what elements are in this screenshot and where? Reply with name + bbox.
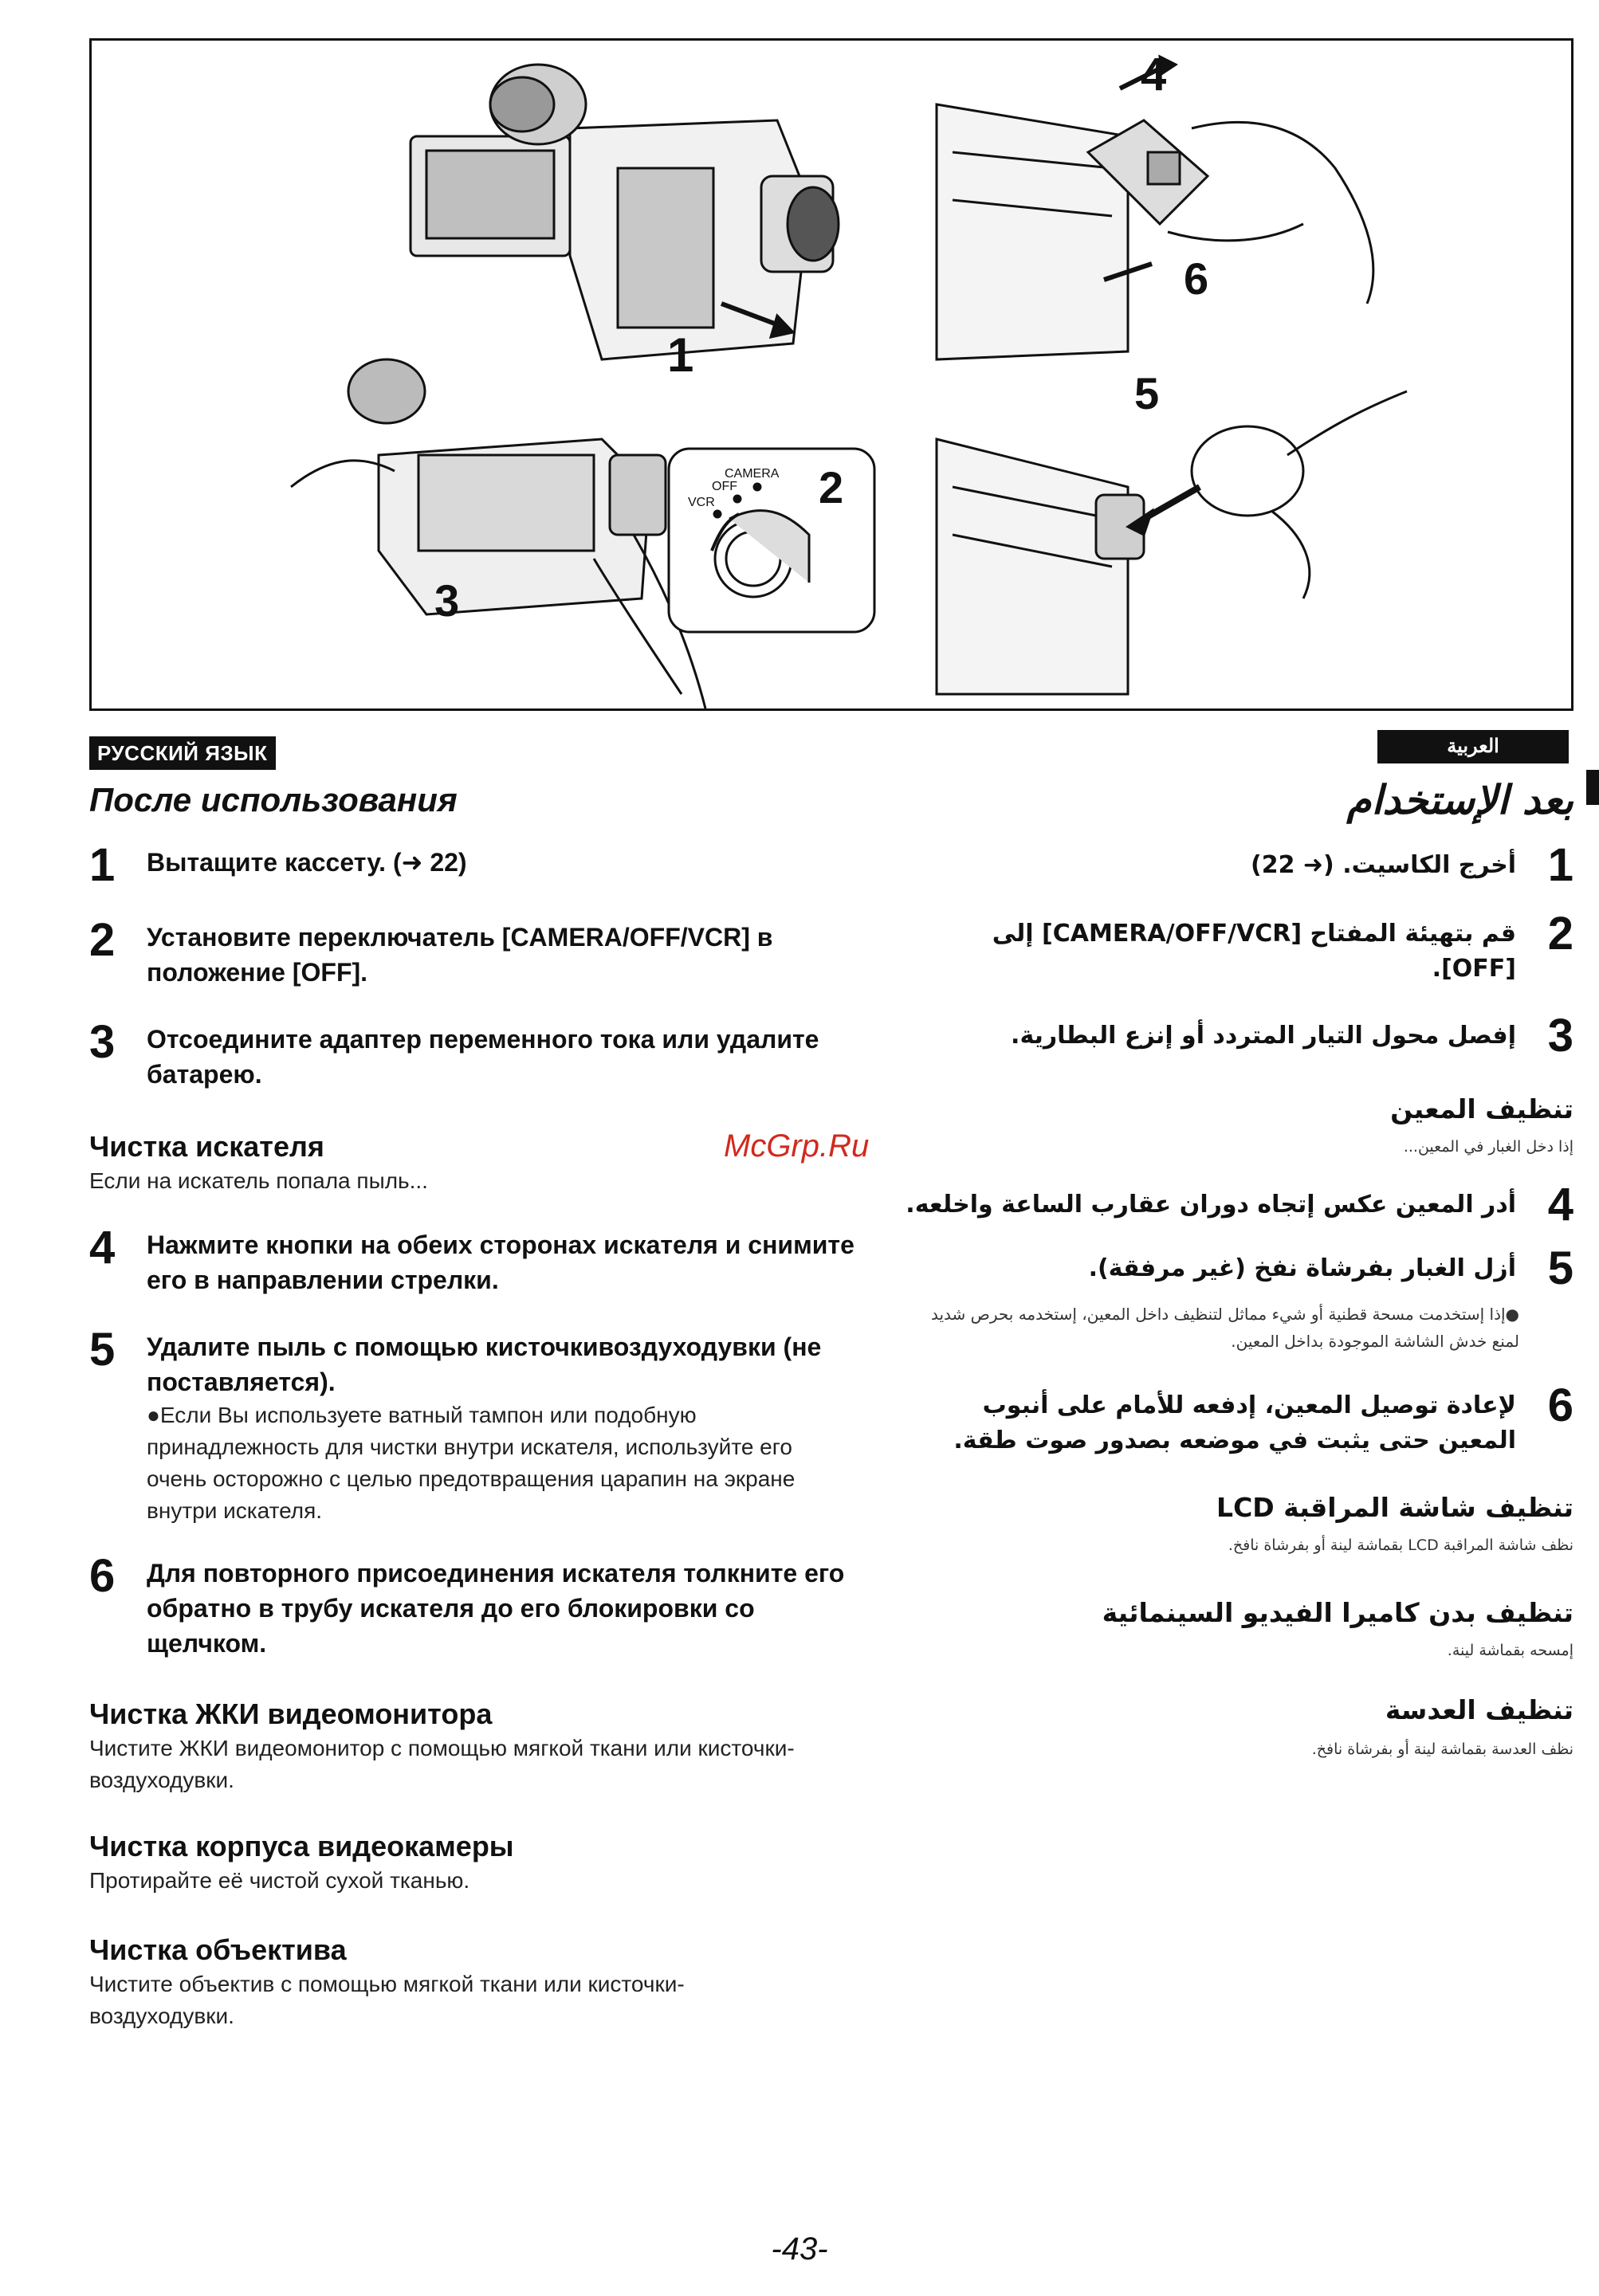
ar-step-text: لإعادة توصيل المعين، إدفعه للأمام على أنبوب المعين حتى يثبت في موضعه بصدور صوت طقة.	[953, 1391, 1516, 1454]
ar-lcd-text: نظف شاشة المراقبة LCD بقماشة لينة أو بفرشاة نافخ.	[1228, 1537, 1573, 1554]
ru-lens-heading: Чистка объектива	[89, 1933, 347, 1966]
ru-lens-text: Чистите объектив с помощью мягкой ткани или кисточки-воздуходувки.	[89, 1972, 685, 2028]
ar-lens-heading: تنظيف العدسة	[1385, 1694, 1573, 1725]
ar-step-text: قم بتهيئة المفتاح [CAMERA/OFF/VCR] إلى [OFF].	[992, 920, 1516, 983]
ru-step-5-note: ●Если Вы используете ватный тампон или подобную принадлежность для чистки внутри искателя, используйте его очень осторожно с целью предотвращения царапин на экране внутри искателя.	[147, 1403, 796, 1523]
figure-label-3: 3	[434, 575, 460, 626]
ar-step-text: أدر المعين عكس إتجاه دوران عقارب الساعة واخلعه.	[906, 1191, 1516, 1219]
ar-step-number: 3	[1547, 1010, 1573, 1062]
ru-step-text: Для повторного присоединения искателя толкните его обратно в трубу искателя до его блокировки со щелчком.	[147, 1559, 845, 1658]
ru-step-number: 3	[89, 1016, 116, 1068]
ar-lens-text: نظف العدسة بقماشة لينة أو بفرشاة نافخ.	[1311, 1741, 1573, 1758]
ru-step-number: 5	[89, 1324, 116, 1376]
ar-step-number: 6	[1547, 1380, 1573, 1431]
ru-step-number: 4	[89, 1222, 116, 1274]
ar-viewfinder-heading: تنظيف المعين	[1390, 1093, 1573, 1124]
ru-step-text: Вытащите кассету. (➜ 22)	[147, 848, 467, 877]
figure-label-2: 2	[819, 462, 844, 512]
ru-step-number: 2	[89, 914, 116, 966]
ru-step-number: 6	[89, 1550, 116, 1602]
arabic-language-badge: العربية	[1377, 730, 1569, 763]
ar-step-text: أخرج الكاسيت. (➜ 22)	[1251, 851, 1516, 879]
ar-step-number: 1	[1547, 839, 1573, 891]
viewfinder-cleaning-drawing	[937, 391, 1407, 694]
camcorder-illustration	[92, 41, 1571, 708]
ru-step-text: Отсоедините адаптер переменного тока или удалите батарею.	[147, 1025, 819, 1089]
ru-lcd-text: Чистите ЖКИ видеомонитор с помощью мягкой ткани или кисточки-воздуходувки.	[89, 1736, 795, 1792]
ar-body-text: إمسحه بقماشة لينة.	[1447, 1642, 1573, 1659]
dial-label-vcr: VCR	[688, 496, 715, 509]
viewfinder-removal-drawing	[937, 57, 1373, 359]
ar-lcd-heading: تنظيف شاشة المراقبة LCD	[1216, 1492, 1573, 1523]
ar-step-number: 4	[1547, 1179, 1573, 1230]
dial-label-camera: CAMERA	[725, 467, 780, 481]
ru-body-text: Протирайте её чистой сухой тканью.	[89, 1868, 470, 1893]
russian-language-badge: РУССКИЙ ЯЗЫК	[89, 736, 276, 770]
figure-label-4: 4	[1141, 49, 1167, 100]
ar-step-text: أزل الغبار بفرشاة نفخ (غير مرفقة).	[1088, 1254, 1516, 1282]
page-edge-marker	[1586, 770, 1599, 805]
russian-section-title: После использования	[89, 781, 458, 818]
arabic-section-title: بعد الإستخدام	[1346, 777, 1573, 823]
page-number: -43-	[771, 2231, 828, 2267]
figure-label-5: 5	[1134, 368, 1160, 418]
ru-step-text: Установите переключатель [CAMERA/OFF/VCR] в положение [OFF].	[147, 923, 773, 987]
ar-viewfinder-text: إذا دخل الغبار في المعين...	[1403, 1138, 1573, 1156]
ar-step-number: 2	[1547, 908, 1573, 960]
figure-label-1: 1	[667, 328, 694, 382]
watermark: McGrp.Ru	[724, 1128, 870, 1164]
dial-label-off: OFF	[712, 480, 737, 493]
ru-lcd-heading: Чистка ЖКИ видеомонитора	[89, 1697, 493, 1730]
figure-label-6: 6	[1184, 253, 1209, 304]
ru-step-text: Нажмите кнопки на обеих сторонах искателя и снимите его в направлении стрелки.	[147, 1230, 855, 1294]
ru-body-heading: Чистка корпуса видеокамеры	[89, 1830, 514, 1862]
ar-step-text: إفصل محول التيار المتردد أو إنزع البطارية.	[1011, 1022, 1516, 1050]
ru-viewfinder-text: Если на искатель попала пыль...	[89, 1168, 428, 1193]
ru-viewfinder-heading: Чистка искателя	[89, 1130, 324, 1163]
ar-step-5-note: ●إذا إستخدمت مسحة قطنية أو شيء مماثل لتنظيف داخل المعين، إستخدمه بحرص شديد لمنع خدش الشاشة الموجودة بداخل المعين.	[930, 1305, 1519, 1351]
ru-step-text: Удалите пыль с помощью кисточкивоздуходувки (не поставляется).	[147, 1332, 822, 1396]
ru-step-number: 1	[89, 839, 116, 891]
camcorder-drawing-power	[291, 359, 705, 708]
illustration-panel	[89, 38, 1573, 711]
ar-body-heading: تنظيف بدن كاميرا الفيديو السينمائية	[1102, 1597, 1573, 1628]
ar-step-number: 5	[1547, 1242, 1573, 1294]
camcorder-drawing-cassette	[411, 65, 839, 359]
